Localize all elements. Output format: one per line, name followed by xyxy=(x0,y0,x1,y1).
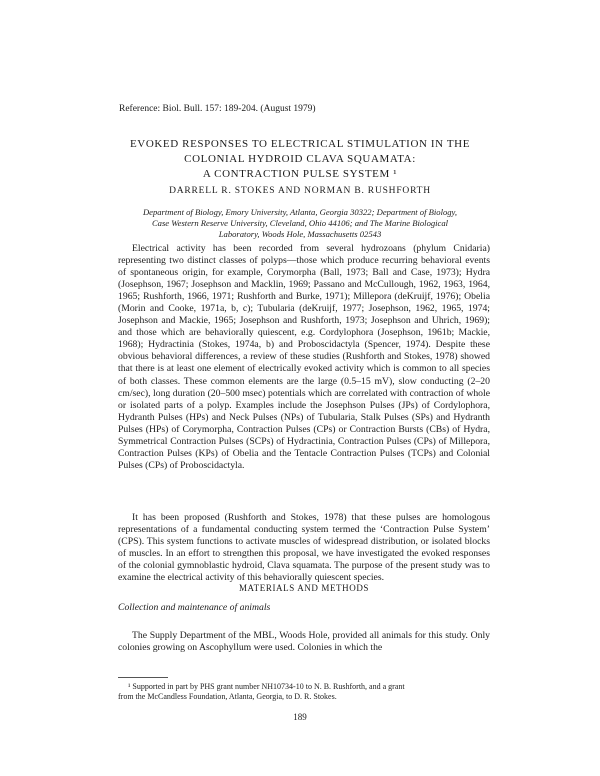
paragraph-text: Electrical activity has been recorded from several hydrozoans (phylum Cnidaria) representing two distinct classes of polyps—those which produce recurring behavioral events of spontaneous origin, for example, Corymorpha (Ball, 1973; Ball and Case, 1973); Hydra (Josephson, 1967; Josephson and Macklin, 1969; Passano and McCullough, 1962, 1963, 1964, 1965; Rushforth, 1966, 1971; Rushforth and Burke, 1971); Millepora (deKruijf, 1976); Obelia (Morin and Cooke, 1971a, b, c); Tubularia (deKruijf, 1977; Josephson, 1962, 1965, 1974; Josephson and Mackie, 1965; Josephson and Rushforth, 1973; Josephson and Uhrich, 1969); and those which are behaviorally quiescent, e.g. Cordylophora (Josephson, 1961b; Mackie, 1968); Hydractinia (Stokes, 1974a, b) and Proboscidactyla (Spencer, 1974). Despite these obvious behavioral differences, a review of these studies (Rushforth and Stokes, 1978) showed that there is at least one element of electrically evoked activity which is common to all species of both classes. These common elements are the large (0.5–15 mV), slow conducting (2–20 cm/sec), long duration (20–500 msec) potentials which are correlated with contraction of whole or isolated parts of a polyp. Examples include the Josephson Pulses (JPs) of Cordylophora, Hydranth Pulses (HPs) and Neck Pulses (NPs) of Tubularia, Stalk Pulses (SPs) and Hydranth Pulses (HPs) of Corymorpha, Contraction Pulses (CPs) or Contraction Bursts (CBs) of Hydra, Symmetrical Contraction Pulses (SCPs) of Hydractinia, Contraction Pulses (CPs) of Millepora, Contraction Pulses (KPs) of Obelia and the Tentacle Contraction Pulses (TCPs) and Colonial Pulses (CPs) of Proboscidactyla. xyxy=(118,243,490,471)
methods-paragraph xyxy=(118,630,490,654)
title-line-2: COLONIAL HYDROID CLAVA SQUAMATA: xyxy=(184,153,416,165)
author-names: DARRELL R. STOKES AND NORMAN B. RUSHFORTH xyxy=(169,186,431,196)
footnote-line-1: ¹ Supported in part by PHS grant number NH10734-10 to N. B. Rushforth, and a grant xyxy=(128,682,405,691)
affiliation-line-3: Laboratory, Woods Hole, Massachusetts 02543 xyxy=(218,229,382,239)
page-number: 189 xyxy=(293,712,307,722)
subsection-heading: Collection and maintenance of animals xyxy=(118,602,271,613)
affiliation-line-2: Case Western Reserve University, Cleveland, Ohio 44106; and The Marine Biological xyxy=(151,218,449,228)
intro-paragraph-2 xyxy=(118,512,490,584)
footnote xyxy=(118,682,490,702)
article-title xyxy=(100,137,500,182)
footnote-divider xyxy=(118,677,168,678)
title-line-3: A CONTRACTION PULSE SYSTEM ¹ xyxy=(202,168,398,180)
paragraph-text: The Supply Department of the MBL, Woods Hole, provided all animals for this study. Only colonies growing on Ascophyllum were used. Colonies in which the xyxy=(118,630,490,654)
reference-citation: Reference: Biol. Bull. 157: 189-204. (August 1979) xyxy=(119,104,316,114)
section-heading: MATERIALS AND METHODS xyxy=(238,583,370,593)
paragraph-text: It has been proposed (Rushforth and Stokes, 1978) that these pulses are homologous representations of a fundamental conducting system termed the ‘Contraction Pulse System’ (CPS). This system functions to activate muscles of widespread distribution, or isolated blocks of muscles. In an effort to strengthen this proposal, we have investigated the evoked responses of the colonial gymnoblastic hydroid, Clava squamata. The purpose of the present study was to examine the electrical activity of this behaviorally quiescent species. xyxy=(118,512,490,584)
footnote-line-2: from the McCandless Foundation, Atlanta, Georgia, to D. R. Stokes. xyxy=(118,692,337,701)
intro-paragraph-1 xyxy=(118,243,490,472)
author-affiliation xyxy=(118,207,482,240)
affiliation-line-1: Department of Biology, Emory University, Atlanta, Georgia 30322; Department of Biology, xyxy=(142,207,458,217)
title-line-1: EVOKED RESPONSES TO ELECTRICAL STIMULATION IN THE xyxy=(129,138,471,150)
